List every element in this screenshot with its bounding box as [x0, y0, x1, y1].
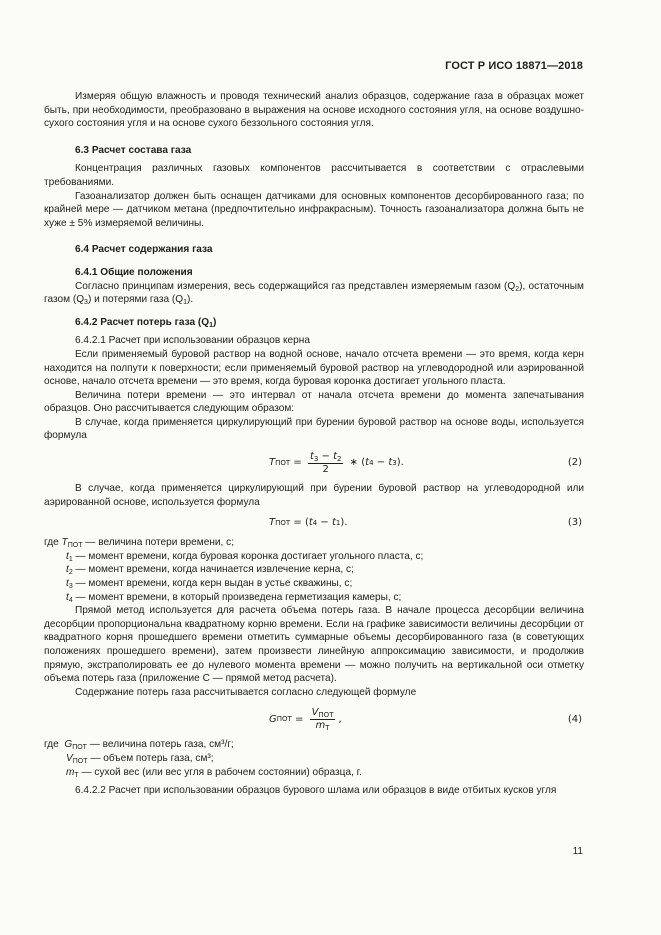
legend-t2: $t_2$ — момент времени, когда начинается извлечение керна, с;: [66, 564, 354, 577]
formula-4-fraction: $\frac{V_{ПОТ}}{m_T}$: [311, 706, 334, 732]
formula-2: [44, 447, 584, 479]
formula-3-number: (3): [567, 517, 582, 529]
legend-m-t: $m_T$ — сухой вес (или вес угля в рабочем состоянии) образца, г.: [66, 766, 362, 779]
section-6-4-2-1-heading: 6.4.2.1 Расчет при использовании образцов керна: [75, 335, 310, 347]
time-loss-paragraph: Величина потери времени — это интервал от начала отсчета времени до момента запечатывания образцов. Оно рассчитывается следующим образом:: [44, 389, 584, 415]
loss-content-paragraph: Содержание потерь газа рассчитывается согласно следующей формуле: [75, 686, 417, 698]
document-body: [44, 90, 584, 798]
section-6-4-2-2-heading: 6.4.2.2 Расчет при использовании образцов бурового шлама или образцов в виде отбитых кусков угля: [75, 785, 557, 797]
intro-paragraph: Измеряя общую влажность и проводя технический анализ образцов, содержание газа в образцах может быть, при необходимости, преобразовано в выражения на основе исходного состояния угля, на основе воздушно-сухого состояния угля и на основе сухого беззольного состояния угля.: [44, 91, 584, 130]
formula-4-number: (4): [567, 713, 582, 725]
section-6-4-heading: 6.4 Расчет содержания газа: [75, 244, 213, 256]
formula-4-expression: G ПОТ = $\frac{V_{ПОТ}}{m_T}$ ,: [269, 706, 342, 732]
formula-3-expression: T ПОТ = ( t 4 − t 1 ) .: [269, 517, 348, 529]
section-6-4-2-heading: 6.4.2 Расчет потерь газа $(Q_1)$: [75, 316, 217, 329]
section-6-3-paragraph-1: Концентрация различных газовых компонентов рассчитывается в соответствии с отраслевыми требованиями.: [44, 163, 584, 188]
legend-t3: $t_3$ — момент времени, когда керн выдан в устье скважины, с;: [66, 578, 353, 591]
water-based-paragraph: В случае, когда применяется циркулирующий при бурении буровой раствор на основе воды, используется формула: [44, 416, 584, 442]
section-6-3-heading: 6.3 Расчет состава газа: [75, 144, 192, 156]
formula-2-expression: T ПОТ = $\frac{t_3 - t_2}{2}$ ∗ ( t 4 − t 3 ) .: [269, 450, 404, 475]
formula-3: [44, 513, 584, 533]
legend-t4: $t_4$ — момент времени, в который произведена герметизация камеры, с;: [66, 591, 402, 604]
legend-v-pot: $V_{ПОТ}$ — объем потерь газа, см³;: [66, 752, 214, 765]
page-number: 11: [572, 846, 583, 857]
formula-2-fraction: $\frac{t_3 - t_2}{2}$: [309, 450, 342, 475]
formula-2-number: (2): [567, 457, 582, 469]
legend-t-pot: где $T_{ПОТ}$ — величина потери времени, с;: [44, 537, 234, 550]
direct-method-paragraph: Прямой метод используется для расчета объема потерь газа. В начале процесса десорбции величина десорбции пропорциональна квадратному корню времени. Если на графике зависимости величины десорбции от квадратного корня прошедшего времени отметить суммарные объемы десорбированного газа (в советующих положениях прошедшего времени), затем произвести линейную аппроксимацию зависимости, и продолжив прямую, экстраполировать ее до нулевого момента времени — можно получить на вертикальной оси отметку объема потерь газа (приложение С — прямой метод расчета).: [44, 605, 584, 685]
formula-4: [44, 703, 584, 735]
hydrocarbon-based-paragraph: В случае, когда применяется циркулирующий при бурении буровой раствор на углеводородной или аэрированной основе, используется формула: [44, 483, 584, 508]
legend-g-pot: где $G_{ПОТ}$ — величина потерь газа, см³/г;: [44, 739, 234, 752]
section-6-3-paragraph-2: Газоанализатор должен быть оснащен датчиками для основных компонентов десорбированного газа; по крайней мере — датчиком метана (предпочтительно инфракрасным). Точность газоанализатора должна быть не хуже ± 5% измеряемой величины.: [44, 190, 584, 229]
legend-t1: $t_1$ — момент времени, когда буровая коронка достигает угольного пласта, с;: [66, 550, 424, 563]
drilling-mud-paragraph: Если применяемый буровой раствор на водной основе, начало отсчета времени — это время, когда керн находится на полпути к поверхности; если применяемый буровой раствор на углеводородной или аэрированной основе, начало отсчета времени — это время, когда буровая коронка достигает угольного пласта.: [44, 348, 584, 388]
document-header: ГОСТ Р ИСО 18871—2018: [445, 60, 583, 72]
section-6-4-1-paragraph: Согласно принципам измерения, весь содержащийся газ представлен измеряемым газом $(Q_2)$, остаточным газом $(Q_3)$ и потерями газа $(Q_1)$.: [44, 280, 584, 307]
section-6-4-1-heading: 6.4.1 Общие положения: [75, 266, 193, 278]
